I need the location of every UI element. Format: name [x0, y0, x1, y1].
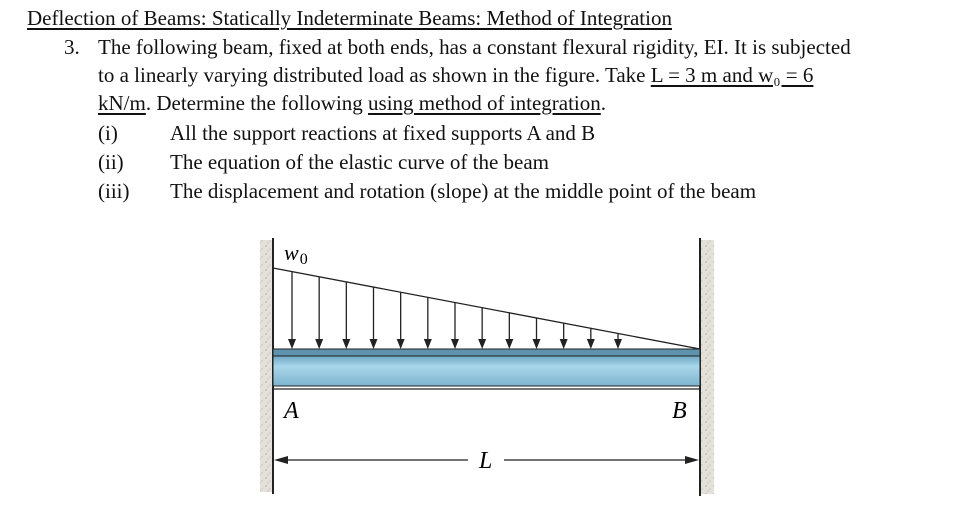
load-arrow-head — [342, 339, 350, 349]
item-text-1: All the support reactions at fixed supports A and B — [170, 121, 596, 145]
load-arrow-head — [478, 339, 486, 349]
question-line-3-text: . Determine the following — [145, 91, 369, 115]
section-heading: Deflection of Beams: Statically Indeterminate Beams: Method of Integration — [27, 6, 672, 30]
load-arrow-head — [424, 339, 432, 349]
item-number-2: (ii) — [98, 150, 124, 174]
question-line-2-text: to a linearly varying distributed load as shown in the figure. Take — [98, 63, 651, 87]
question-number: 3. — [64, 35, 80, 59]
support-b-label: B — [672, 398, 687, 424]
item-text-2: The equation of the elastic curve of the beam — [170, 150, 550, 174]
load-arrow-head — [288, 339, 296, 349]
item-text-3: The displacement and rotation (slope) at the middle point of the beam — [170, 179, 757, 203]
load-arrow-head — [397, 339, 405, 349]
item-number-1: (i) — [98, 121, 118, 145]
dimension-arrow-right — [685, 456, 699, 464]
right-wall-support — [700, 240, 714, 494]
support-a-label: A — [284, 398, 299, 424]
load-arrow-head — [315, 339, 323, 349]
dimension-arrow-left — [274, 456, 288, 464]
item-number-3: (iii) — [98, 179, 130, 203]
question-line-3-end: . — [600, 91, 607, 115]
question-line-2 — [98, 62, 813, 88]
load-arrow-head — [370, 339, 378, 349]
beam-figure — [240, 228, 740, 504]
left-wall-support — [260, 240, 273, 492]
load-distribution-line — [273, 268, 700, 349]
load-arrow-head — [614, 339, 622, 349]
given-values: L = 3 m and w₀ = 6 — [650, 63, 814, 87]
question-line-3 — [98, 90, 606, 116]
beam-top-flange — [273, 349, 700, 356]
load-intensity-label: w0 — [284, 240, 308, 268]
beam-body — [273, 356, 700, 386]
load-arrow-head — [587, 339, 595, 349]
load-arrow-head — [505, 339, 513, 349]
load-arrow-head — [533, 339, 541, 349]
span-length-label: L — [479, 448, 493, 474]
given-units: kN/m — [98, 91, 146, 115]
question-line-1: The following beam, fixed at both ends, has a constant flexural rigidity, EI. It is subjected — [98, 35, 851, 59]
method-emphasis: using method of integration — [368, 91, 601, 115]
load-arrow-head — [451, 339, 459, 349]
load-arrows — [288, 272, 622, 349]
load-arrow-head — [560, 339, 568, 349]
beam-diagram — [240, 228, 740, 504]
